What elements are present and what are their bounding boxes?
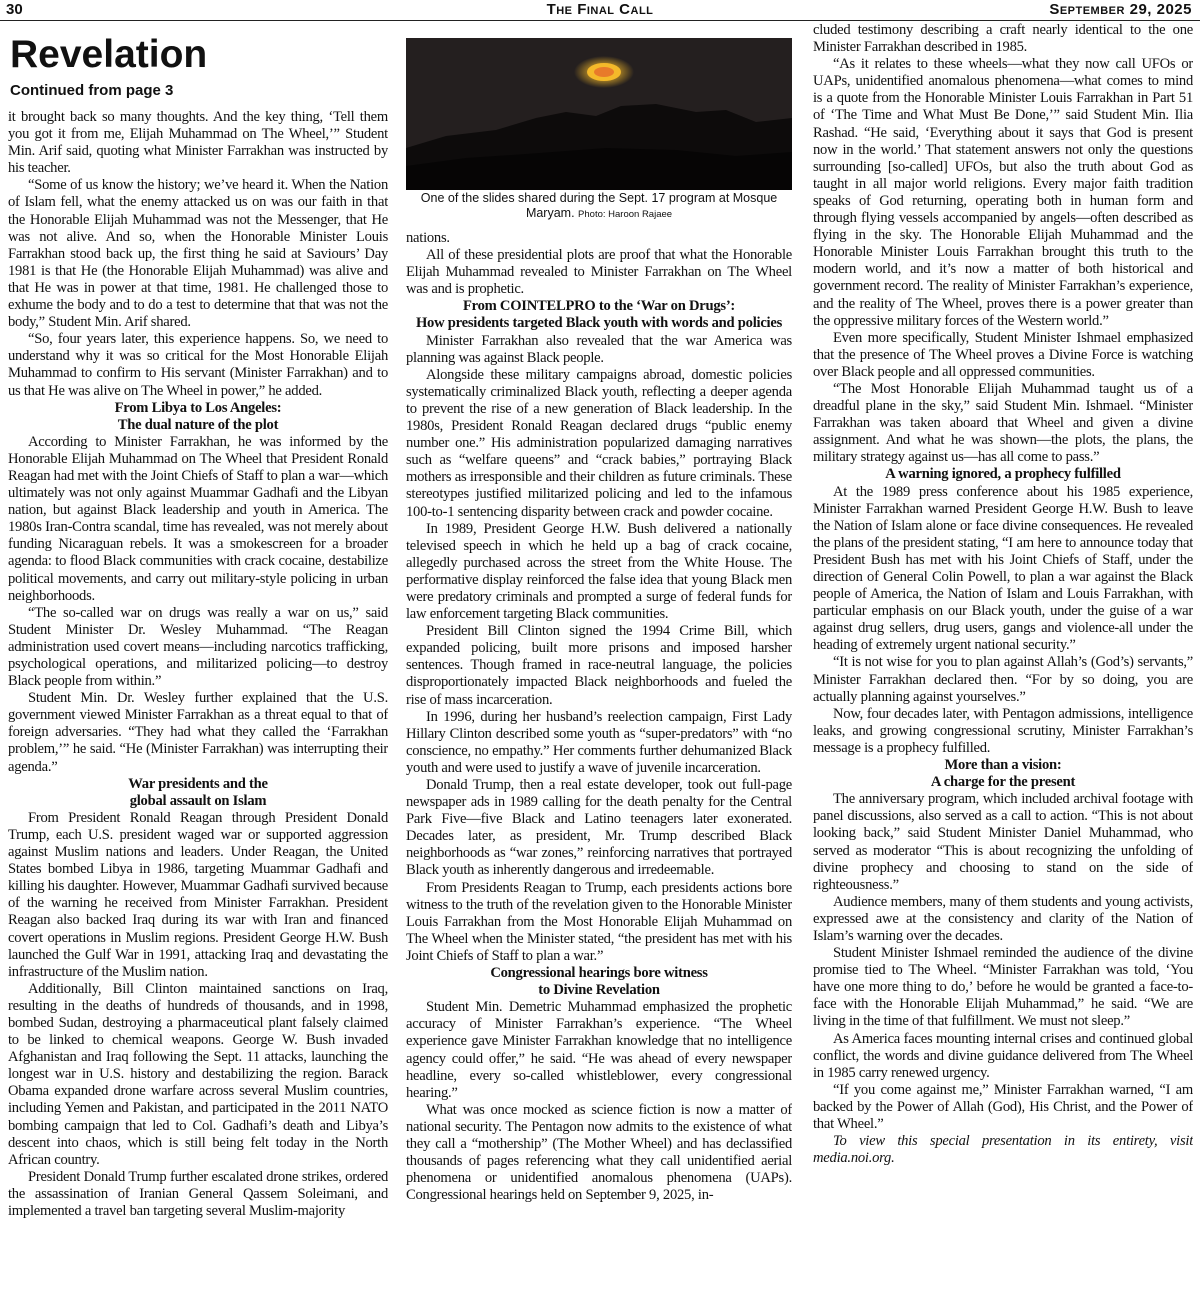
paragraph: Additionally, Bill Clinton maintained sanctions on Iraq, resulting in the deaths of hundreds of thousands, and in 1998, bombed Sudan, destroying a pharmaceutical plant falsely claimed to be linked to chemical weapons. George W. Bush invaded Afghanistan and Iraq following the Sept. 11 attacks, launching the longest war in U.S. history and destabilizing the region. Barack Obama expanded drone warfare across several Muslim countries, including Yemen and Pakistan, and participated in the 2011 NATO bombing campaign that led to Col. Gadhafi’s death and Libya’s descent into chaos, which is still being felt today in the North African country.: [8, 980, 388, 1168]
paragraph: “The Most Honorable Elijah Muhammad taught us of a dreadful plane in the sky,” said Student Min. Ishmael. “Minister Farrakhan was taken aboard that Wheel and given a divine assignment. And what he was shown—the plots, the plans, the military strategy against us—has all come to pass.”: [813, 380, 1193, 466]
paragraph: The anniversary program, which included archival footage with panel discussions, also served as a call to action. “This is not about looking back,” said Student Minister Daniel Muhammad, who served as moderator “This is about recognizing the unfolding of divine prophecy and choosing to stand on the side of righteousness.”: [813, 791, 1193, 893]
subhead: How presidents targeted Black youth with words and policies: [415, 315, 783, 332]
subhead: War presidents and the: [128, 775, 268, 792]
column-2: [406, 230, 792, 1294]
paragraph: What was once mocked as science fiction is now a matter of national security. The Pentagon now admits to the existence of what they call a “mothership” (The Mother Wheel) and has declassified thousands of pages referencing what they call unidentified aerial phenomena or unidentified anomalous phenomena (UAPs). Congressional hearings held on September 9, 2025, in-: [406, 1101, 792, 1204]
paragraph: In 1989, President George H.W. Bush delivered a nationally televised speech in which he held up a bag of crack cocaine, allegedly purchased across the street from the White House. The performative display reinforced the false idea that young Black men were predatory criminals and prompted a surge of federal funds for law enforcement targeting Black communities.: [406, 520, 792, 623]
paragraph: cluded testimony describing a craft nearly identical to the one Minister Farrakhan described in 1985.: [813, 22, 1193, 56]
paragraph: According to Minister Farrakhan, he was informed by the Honorable Elijah Muhammad on The Wheel that President Ronald Reagan had met with the Joint Chiefs of Staff to plan a war—which ultimately was not only against Muammar Gadhafi and the Libyan nation, but against Black leadership and youth in America. The 1980s Iran-Contra scandal, time has revealed, was not merely about funding Nicaraguan rebels. It was a smokescreen for a broader agenda: to flood Black communities with crack cocaine, destabilize political movements, and carry out military-style policing in urban neighborhoods.: [8, 433, 388, 604]
sun-silhouette-image: [406, 38, 792, 190]
subhead: A warning ignored, a prophecy fulfilled: [885, 466, 1121, 483]
publication-name: The Final Call: [546, 1, 654, 18]
photo-caption: [406, 191, 792, 222]
subhead: global assault on Islam: [129, 792, 267, 809]
subhead: A charge for the present: [930, 774, 1076, 791]
column-3: [813, 22, 1193, 1294]
article-photo: [406, 38, 792, 190]
paragraph: As America faces mounting internal crises and continued global conflict, the words and divine guidance delivered from The Wheel in 1985 carry renewed urgency.: [813, 1030, 1193, 1081]
subhead: From COINTELPRO to the ‘War on Drugs’:: [462, 298, 736, 315]
paragraph: From President Ronald Reagan through President Donald Trump, each U.S. president waged war or supported aggression against Muslim nations and leaders. Under Reagan, the United States bombed Libya in 1986, targeting Muammar Gadhafi and killing his daughter. However, Muammar Gadhafi survived because of the warning he received from Minister Farrakhan. President Reagan also backed Iraq during its war with Iran and financed covert operations in Muslim regions. President George H.W. Bush launched the Gulf War in 1991, attacking Iraq and devastating the infrastructure of the Muslim nation.: [8, 809, 388, 980]
paragraph: In 1996, during her husband’s reelection campaign, First Lady Hillary Clinton described some youth as “super-predators” with “no conscience, no empathy.” Her comments further dehumanized Black youth and were used to justify a wave of juvenile incarceration.: [406, 708, 792, 776]
paragraph: Audience members, many of them students and young activists, expressed awe at the consistency and clarity of the Nation of Islam’s warning over the decades.: [813, 893, 1193, 944]
page-header: [0, 0, 1200, 21]
subhead: Congressional hearings bore witness: [490, 965, 708, 982]
paragraph: “Some of us know the history; we’ve heard it. When the Nation of Islam fell, what the enemy attacked us on was our faith in that the Honorable Elijah Muhammad was not the Messenger, that He was not alive. And so, when the Honorable Minister Louis Farrakhan stood back up, the first thing he said at Saviours’ Day 1981 is that He (the Honorable Elijah Muhammad) was alive and that He was in power at that time, 1981. He challenged those to exhume the body and to do a test to determine that that was not the body,” Student Min. Arif shared.: [8, 177, 388, 331]
paragraph: it brought back so many thoughts. And the key thing, ‘Tell them you got it from me, Elijah Muhammad on The Wheel,’” Student Min. Arif said, quoting what Minister Farrakhan was instructed by his teacher.: [8, 109, 388, 177]
paragraph: All of these presidential plots are proof that what the Honorable Elijah Muhammad revealed to Minister Farrakhan on The Wheel was and is prophetic.: [406, 247, 792, 298]
paragraph: Now, four decades later, with Pentagon admissions, intelligence leaks, and growing congressional scrutiny, Minister Farrakhan’s message is a prophecy fulfilled.: [813, 705, 1193, 756]
paragraph: Student Minister Ishmael reminded the audience of the divine promise tied to The Wheel. “Minister Farrakhan was told, ‘You have one more thing to do,’ before he would be granted a face-to-face with the Honorable Elijah Muhammad,” he said. “We are living in the time of that fulfillment. We must not sleep.”: [813, 945, 1193, 1030]
column-1: [8, 22, 388, 1294]
paragraph: At the 1989 press conference about his 1985 experience, Minister Farrakhan warned President George H.W. Bush to leave the Nation of Islam alone or face divine consequences. He revealed the plans of the president stating, “I am here to announce today that President Bush has met with his Joint Chiefs of Staff, under the direction of General Colin Powell, to plan a war against the Black people of America, the Nation of Islam and Louis Farrakhan, with particular emphasis on our Black youth, under the guise of a war against drug sellers, drug users, gangs and violence-all under the heading of extremely urgent national security.”: [813, 483, 1193, 654]
paragraph: Minister Farrakhan also revealed that the war America was planning was against Black people.: [406, 332, 792, 366]
paragraph: From Presidents Reagan to Trump, each presidents actions bore witness to the truth of the revelation given to the Honorable Minister Louis Farrakhan from the Most Honorable Elijah Muhammad on The Wheel when the Minister stated, “the president has met with his Joint Chiefs of Staff to plan a war.”: [406, 879, 792, 964]
issue-date: September 29, 2025: [1049, 1, 1192, 18]
page-number: 30: [6, 1, 23, 18]
paragraph: “So, four years later, this experience happens. So, we need to understand why it was so critical for the Most Honorable Elijah Muhammad to confirm to His servant (Minister Farrakhan) and to us that He was alive on The Wheel in power,” he added.: [8, 331, 388, 399]
continued-from: Continued from page 3: [10, 82, 174, 99]
subhead: to Divine Revelation: [538, 982, 660, 999]
paragraph: Even more specifically, Student Minister Ishmael emphasized that the presence of The Wheel proves a Divine Force is watching over Black people and all oppressed communities.: [813, 329, 1193, 380]
paragraph: Alongside these military campaigns abroad, domestic policies systematically criminalized Black youth, reflecting a deeper agenda to prevent the rise of a new generation of Black leadership. In the 1980s, President Ronald Reagan declared drugs “public enemy number one.” His administration popularized damaging narratives such as “welfare queens” and “crack babies,” portraying Black mothers as irresponsible and their children as future criminals. These stereotypes justified militarized policing and led to the infamous 100-to-1 sentencing disparity between crack and powder cocaine.: [406, 366, 792, 520]
paragraph: “If you come against me,” Minister Farrakhan warned, “I am backed by the Power of Allah (God), His Christ, and the Power of that Wheel.”: [813, 1081, 1193, 1132]
paragraph: Student Min. Dr. Wesley further explained that the U.S. government viewed Minister Farrakhan as a threat equal to that of foreign adversaries. “They had what they called the ‘Farrakhan problem,’” he said. “He (Minister Farrakhan) was interrupting their agenda.”: [8, 690, 388, 775]
paragraph: “As it relates to these wheels—what they now call UFOs or UAPs, unidentified anomalous phenomena—what comes to mind is a quote from the Honorable Minister Louis Farrakhan in Part 51 of ‘The Time and What Must Be Done,’” said Student Min. Ilia Rashad. “He said, ‘Everything about it says that God is present now in the world.’ That statement answers not only the questions surrounding [so-called] UFOs, but also the truth about God as taught in all major world religions. Every major faith tradition speaks of God returning, operating both in human form and through flying vessels accompanied by angels—often described as flying in the sky. The Honorable Elijah Muhammad and the Honorable Minister Louis Farrakhan brought this truth to the modern world, and it’s now a matter of both historical and government record. The reality of Minister Farrakhan’s experience, and the reality of The Wheel, proves there is a power greater than the oppressive military forces of the Western world.”: [813, 56, 1193, 329]
paragraph: Student Min. Demetric Muhammad emphasized the prophetic accuracy of Minister Farrakhan’s experience. “The Wheel experience gave Minister Farrakhan knowledge that no intelligence agency could offer,” he said. “He was ahead of every newspaper headline, every so-called whistleblower, every congressional hearing.”: [406, 999, 792, 1101]
paragraph: “The so-called war on drugs was really a war on us,” said Student Minister Dr. Wesley Muhammad. “The Reagan administration used covert means—including narcotics trafficking, psychological operations, and militarized policing—to destroy Black people from within.”: [8, 604, 388, 690]
subhead: The dual nature of the plot: [117, 416, 279, 433]
photo-credit: Photo: Haroon Rajaee: [578, 209, 673, 220]
paragraph: President Donald Trump further escalated drone strikes, ordered the assassination of Iranian General Qassem Soleimani, and implemented a travel ban targeting several Muslim-majority: [8, 1168, 388, 1219]
caption-text: One of the slides shared during the Sept. 17 program at Mosque Maryam.: [420, 191, 778, 220]
article-title: Revelation: [10, 33, 208, 76]
paragraph: President Bill Clinton signed the 1994 Crime Bill, which expanded policing, built more prisons and imposed harsher sentences. Though framed in race-neutral language, the policies disproportionately impacted Black neighborhoods and fueled the rise of mass incarceration.: [406, 623, 792, 708]
paragraph: nations.: [406, 230, 450, 246]
paragraph: “It is not wise for you to plan against Allah’s (God’s) servants,” Minister Farrakhan declared then. “For by so doing, you are actually planning against yourselves.”: [813, 654, 1193, 705]
subhead: More than a vision:: [944, 757, 1062, 774]
closing-note: To view this special presentation in its entirety, visit media.noi.org.: [813, 1133, 1193, 1167]
subhead: From Libya to Los Angeles:: [114, 399, 282, 416]
paragraph: Donald Trump, then a real estate developer, took out full-page newspaper ads in 1989 calling for the death penalty for the Central Park Five—five Black and Latino teenagers later exonerated. Decades later, as president, Mr. Trump described Black neighborhoods as “war zones,” reinforcing narratives that portrayed Black youth as inherently dangerous and irredeemable.: [406, 777, 792, 879]
